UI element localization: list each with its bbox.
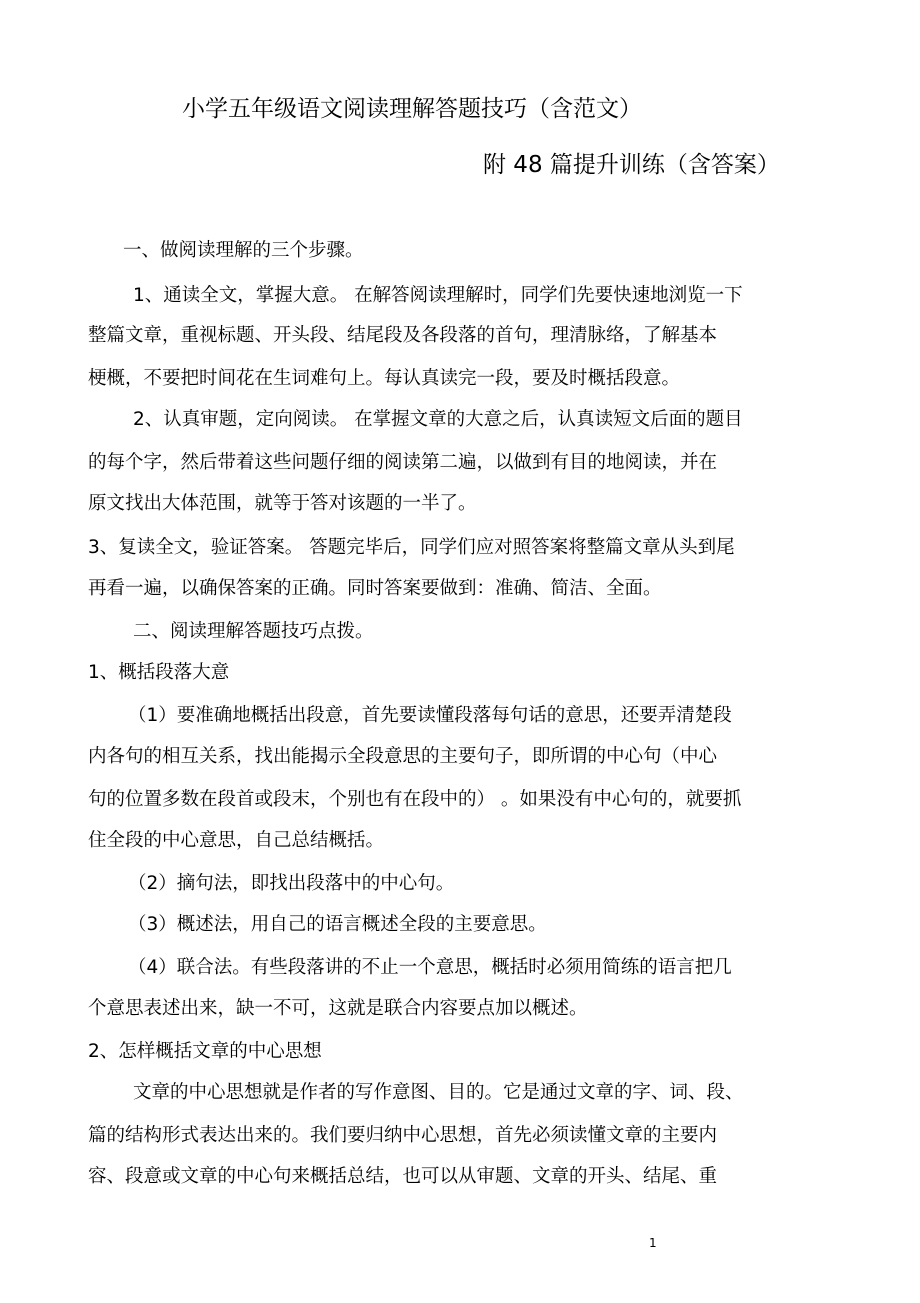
subsection-heading: 1、概括段落大意 xyxy=(88,662,230,683)
body-line: 个意思表述出来，缺一不可，这就是联合内容要点加以概述。 xyxy=(88,998,588,1019)
page-number: 1 xyxy=(649,1236,657,1250)
body-line: 住全段的中心意思，自己总结概括。 xyxy=(88,830,385,851)
body-line: 句的位置多数在段首或段末，个别也有在段中的） 。如果没有中心句的，就要抓 xyxy=(88,789,742,810)
body-line: 梗概，不要把时间花在生词难句上。每认真读完一段，要及时概括段意。 xyxy=(88,368,681,389)
body-line: 再看一遍，以确保答案的正确。同时答案要做到：准确、简洁、全面。 xyxy=(88,578,662,599)
body-line: 整篇文章，重视标题、开头段、结尾段及各段落的首句，理清脉络，了解基本 xyxy=(88,325,718,346)
document-subtitle: 附 48 篇提升训练（含答案） xyxy=(483,152,780,178)
body-line: （2）摘句法，即找出段落中的中心句。 xyxy=(128,873,455,894)
body-line: （3）概述法，用自己的语言概述全段的主要意思。 xyxy=(128,914,547,935)
body-line: 1、通读全文，掌握大意。 在解答阅读理解时，同学们先要快速地浏览一下 xyxy=(133,285,743,306)
body-line: 篇的结构形式表达出来的。我们要归纳中心思想，首先必须读懂文章的主要内 xyxy=(88,1125,718,1146)
body-line: 容、段意或文章的中心句来概括总结，也可以从审题、文章的开头、结尾、重 xyxy=(88,1166,718,1187)
body-line: 文章的中心思想就是作者的写作意图、目的。它是通过文章的字、词、段、 xyxy=(133,1082,744,1103)
document-title: 小学五年级语文阅读理解答题技巧（含范文） xyxy=(182,96,642,122)
subsection-heading: 2、怎样概括文章的中心思想 xyxy=(88,1041,322,1062)
body-line: 3、复读全文，验证答案。 答题完毕后，同学们应对照答案将整篇文章从头到尾 xyxy=(88,537,735,558)
body-line: 2、认真审题，定向阅读。 在掌握文章的大意之后，认真读短文后面的题目 xyxy=(133,409,743,430)
section-heading: 二、阅读理解答题技巧点拨。 xyxy=(133,621,374,642)
section-heading: 一、做阅读理解的三个步骤。 xyxy=(123,240,364,261)
body-line: （1）要准确地概括出段意，首先要读懂段落每句话的意思，还要弄清楚段 xyxy=(128,705,732,726)
body-line: 原文找出大体范围，就等于答对该题的一半了。 xyxy=(88,493,477,514)
body-line: （4）联合法。有些段落讲的不止一个意思，概括时必须用简练的语言把几 xyxy=(128,957,732,978)
body-line: 内各句的相互关系，找出能揭示全段意思的主要句子，即所谓的中心句（中心 xyxy=(88,746,718,767)
body-line: 的每个字，然后带着这些问题仔细的阅读第二遍，以做到有目的地阅读，并在 xyxy=(88,452,718,473)
